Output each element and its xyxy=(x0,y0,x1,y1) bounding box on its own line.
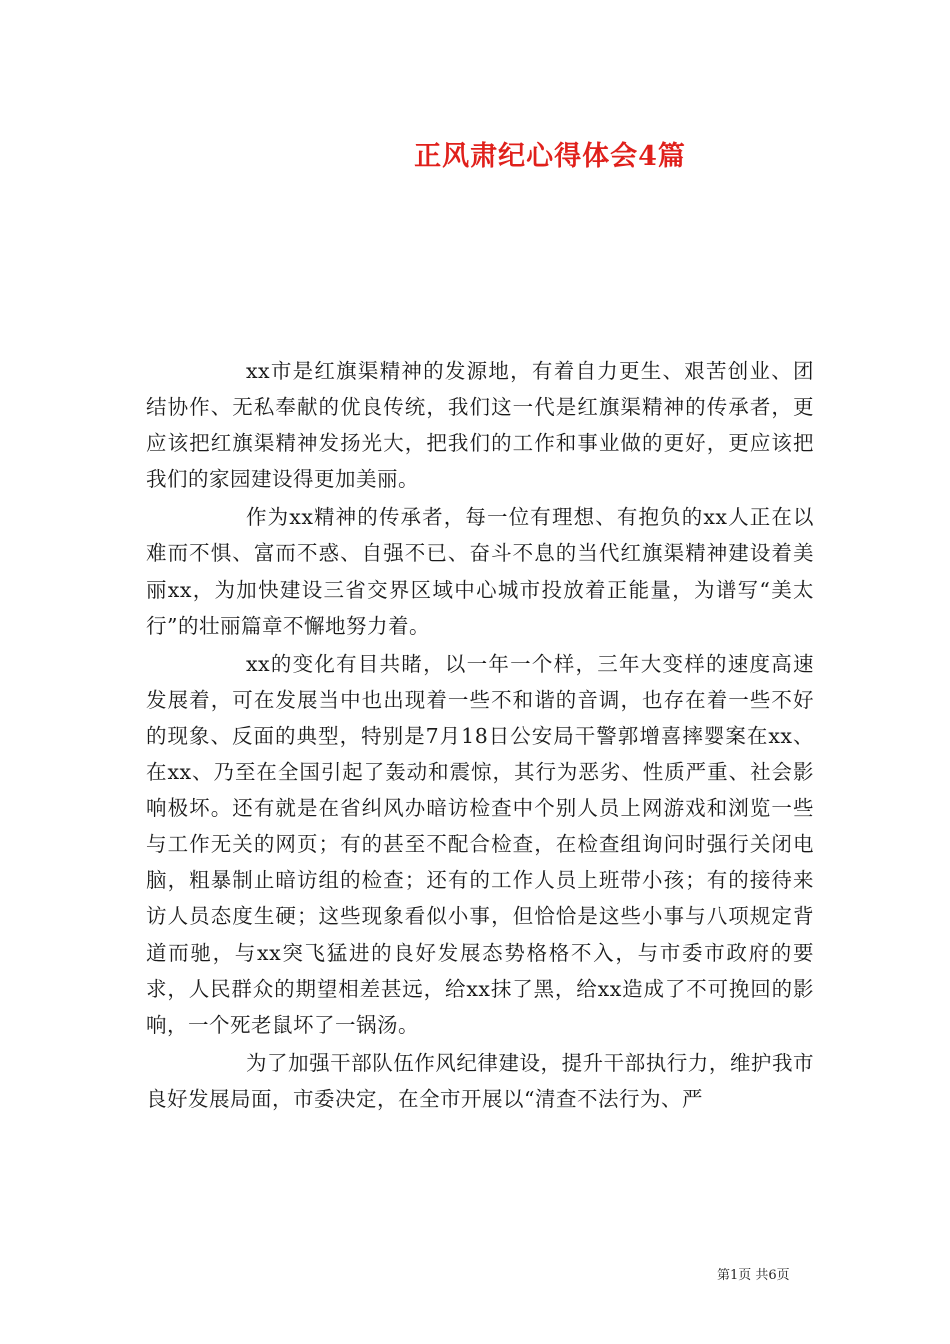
paragraph-2: 作为xx精神的传承者，每一位有理想、有抱负的xx人正在以难而不惧、富而不惑、自强不已、奋斗不息的当代红旗渠精神建设着美丽xx，为加快建设三省交界区域中心城市投放着正能量，为谱写“美太行”的壮丽篇章不懈地努力着。 xyxy=(146,505,814,638)
page-number: 第1页 共6页 xyxy=(717,1268,790,1283)
paragraph-4: 为了加强干部队伍作风纪律建设，提升干部执行力，维护我市良好发展局面，市委决定，在全市开展以“清查不法行为、严 xyxy=(146,1050,814,1111)
document-title: 正风肃纪心得体会4篇 xyxy=(414,141,686,172)
paragraph-1: xx市是红旗渠精神的发源地，有着自力更生、艰苦创业、团结协作、无私奉献的优良传统，我们这一代是红旗渠精神的传承者，更应该把红旗渠精神发扬光大，把我们的工作和事业做的更好，更应该把我们的家园建设得更加美丽。 xyxy=(146,359,814,492)
document-body xyxy=(146,353,814,1119)
paragraph-3: xx的变化有目共睹，以一年一个样，三年大变样的速度高速发展着，可在发展当中也出现着一些不和谐的音调，也存在着一些不好的现象、反面的典型，特别是7月18日公安局干警郭增喜摔婴案在xx、在xx、乃至在全国引起了轰动和震惊，其行为恶劣、性质严重、社会影响极坏。还有就是在省纠风办暗访检查中个别人员上网游戏和浏览一些与工作无关的网页；有的甚至不配合检查，在检查组询问时强行关闭电脑，粗暴制止暗访组的检查；还有的工作人员上班带小孩；有的接待来访人员态度生硬；这些现象看似小事，但恰恰是这些小事与八项规定背道而驰，与xx突飞猛进的良好发展态势格格不入，与市委市政府的要求，人民群众的期望相差甚远，给xx抹了黑，给xx造成了不可挽回的影响，一个死老鼠坏了一锅汤。 xyxy=(146,651,814,1037)
